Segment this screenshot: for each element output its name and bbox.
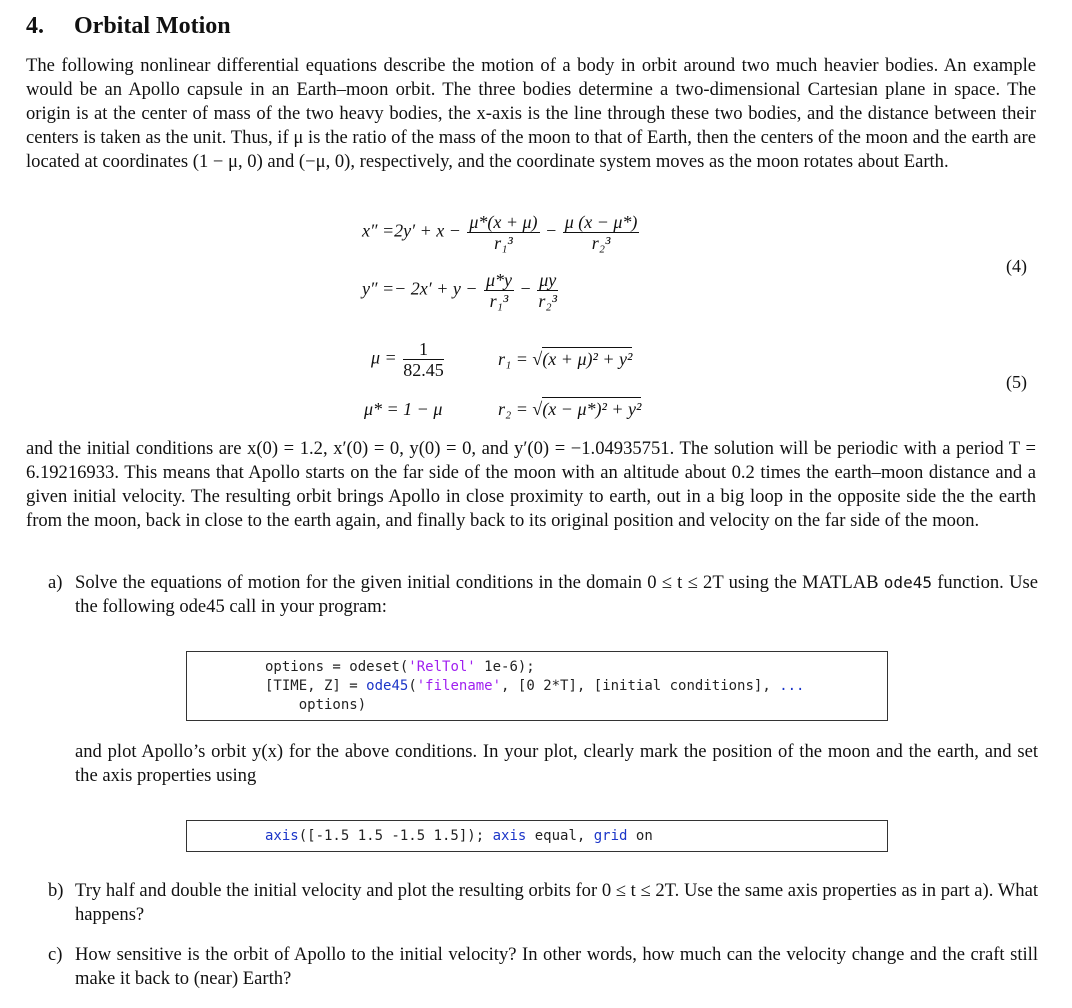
section-heading [26,13,231,40]
question-c-text: How sensitive is the orbit of Apollo to the initial velocity? In other words, how much can the velocity change and the craft still make it back to (near) Earth? [75,944,1038,989]
mu-numerator: 1 [403,339,444,360]
equation-r2: r₂ = √(x − μ*)² + y² [498,399,642,419]
initial-conditions-paragraph: and the initial conditions are x(0) = 1.2, x′(0) = 0, y(0) = 0, and y′(0) = −1.04935751. The solution will be periodic with a period T = 6.19216933. This means that Apollo starts on the far side of the moon with an altitude about 0.2 times the earth–moon distance and a given initial velocity. The resulting orbit brings Apollo in close proximity to earth, out in a big loop in the opposite side the the earth from the moon, back in close to the earth again, and finally back to its original position and velocity on the far side of the moon. [26,438,1036,531]
x-frac2-numerator: μ (x − μ*) [564,212,638,232]
question-c [48,943,1038,991]
intro-paragraph: The following nonlinear differential equations describe the motion of a body in orbit around two much heavier bodies. An example would be an Apollo capsule in an Earth–moon orbit. The three bodies determine a two-dimensional Cartesian plane in space. The origin is at the center of mass of the two heavy bodies, the x-axis is the line through these two bodies, and the distance between their centers is taken as the unit. Thus, if μ is the ratio of the mass of the moon to that of Earth, then the centers of the moon and the earth are located at coordinates (1 − μ, 0) and (−μ, 0), respectively, and the coordinate system moves as the moon rotates about Earth. [26,55,1036,172]
x-minus: − [546,220,557,241]
mu-denominator: 82.45 [403,360,444,380]
section-number: 4. [26,13,44,39]
equation-x-accel [362,212,641,253]
equation-number-5: (5) [1006,372,1027,392]
y-frac1-denominator: r₁³ [489,291,509,311]
equation-mu [371,339,446,380]
code-line-1: options = odeset('RelTol' 1e-6); [265,659,535,675]
code-line-2: [TIME, Z] = ode45('filename', [0 2*T], [initial conditions], ... [265,678,805,694]
y-frac2-numerator: μy [539,270,557,290]
x-rhs: 2y′ + x − [394,220,461,241]
section-title: Orbital Motion [74,13,231,39]
r2-lhs: r₂ = [498,399,528,419]
x-frac1-numerator: μ*(x + μ) [469,212,538,232]
r2-radicand: (x − μ*)² + y² [542,399,642,419]
y-frac1-numerator: μ*y [486,270,513,290]
equation-y-accel [362,270,560,311]
equation-mustar: μ* = 1 − μ [364,399,443,419]
y-frac2-denominator: r₂³ [538,291,558,311]
y-lhs: y″ = [362,278,395,299]
code-block-ode45 [186,651,888,721]
r1-radicand: (x + μ)² + y² [542,349,633,369]
question-a-label: a) [48,572,63,593]
question-c-label: c) [48,944,63,965]
question-b-label: b) [48,880,64,901]
code-line-3: options) [265,697,367,713]
r1-lhs: r₁ = [498,349,528,369]
question-b-text: Try half and double the initial velocity and plot the resulting orbits for 0 ≤ t ≤ 2T. Use the same axis properties as in part a). What happens? [75,880,1038,925]
x-lhs: x″ = [362,220,395,241]
equation-number-4: (4) [1006,256,1027,276]
question-b [48,879,1038,927]
code-axis-line: axis([-1.5 1.5 -1.5 1.5]); axis equal, grid on [265,828,653,844]
y-minus: − [520,278,531,299]
x-frac2-denominator: r₂³ [591,233,611,253]
question-a-continued [48,740,1038,788]
x-frac1-denominator: r₁³ [494,233,513,253]
code-block-axis [186,820,888,852]
question-a-continued-text: and plot Apollo’s orbit y(x) for the above conditions. In your plot, clearly mark the position of the moon and the earth, and set the axis properties using [75,741,1038,786]
question-a-text-end: function. Use the following ode45 call in your program: [75,572,1038,617]
y-rhs: − 2x′ + y − [394,278,478,299]
question-a-text: Solve the equations of motion for the given initial conditions in the domain 0 ≤ t ≤ 2T using the MATLAB [75,572,884,593]
equation-r1: r₁ = √(x + μ)² + y² [498,349,633,369]
question-a [48,571,1038,619]
question-a-mono: ode45 [883,573,932,592]
mu-lhs: μ = [371,347,397,368]
